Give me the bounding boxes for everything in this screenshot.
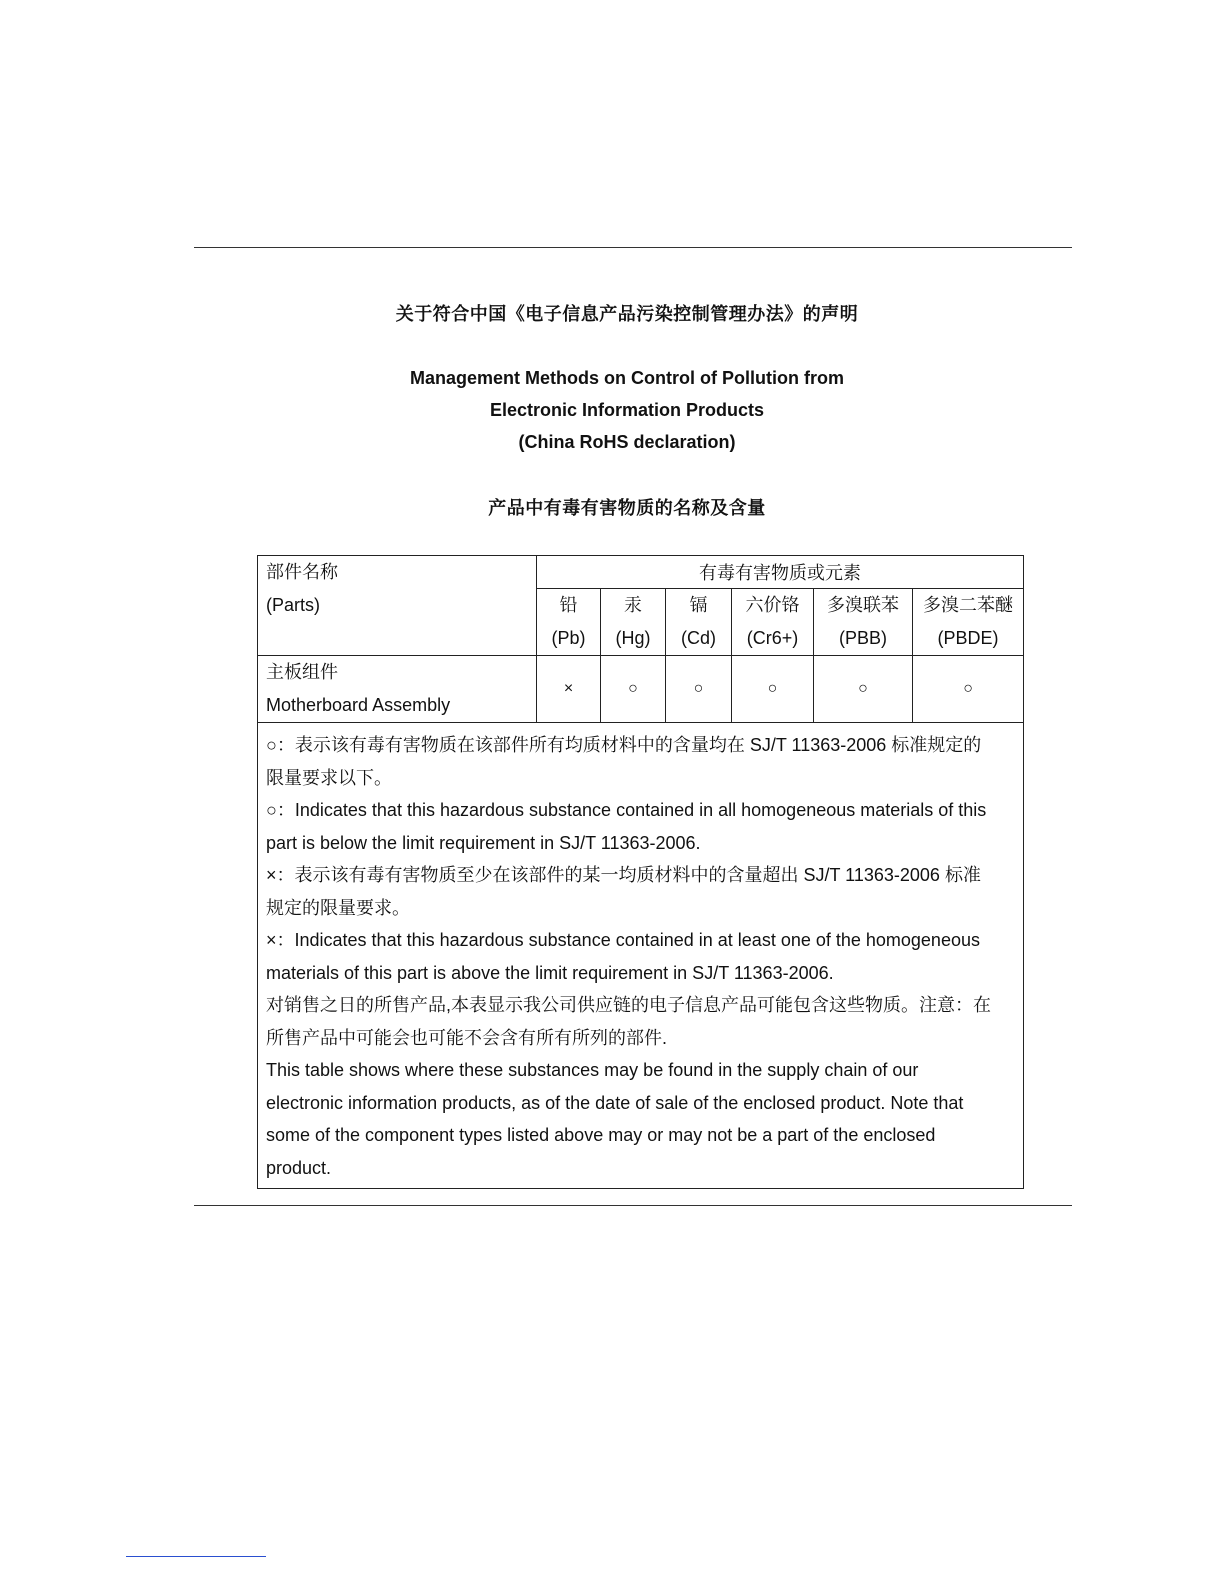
mark-pb: × — [537, 656, 601, 723]
mark-pbde: ○ — [913, 656, 1024, 723]
hazardous-substances-header: 有毒有害物质或元素 — [537, 556, 1024, 589]
bottom-divider — [194, 1205, 1072, 1206]
substance-header-cd: 镉 (Cd) — [666, 589, 732, 656]
cn-declaration-title: 关于符合中国《电子信息产品污染控制管理办法》的声明 — [395, 304, 859, 324]
rohs-substance-table — [257, 555, 1024, 1189]
notes-row — [258, 723, 1024, 1189]
en-title-line-1: Management Methods on Control of Pollution from — [410, 368, 844, 388]
table-header-row — [258, 556, 1024, 589]
substance-header-pb: 铅 (Pb) — [537, 589, 601, 656]
mark-cd: ○ — [666, 656, 732, 723]
substance-header-pbb: 多溴联苯 (PBB) — [814, 589, 913, 656]
note-circle-cn: ○：表示该有毒有害物质在该部件所有均质材料中的含量均在 SJ/T 11363-2006 标准规定的 限量要求以下。 — [266, 735, 982, 788]
en-title-line-2: Electronic Information Products — [489, 400, 765, 420]
parts-header-cell — [258, 556, 537, 656]
mark-pbb: ○ — [814, 656, 913, 723]
substance-header-pbde: 多溴二苯醚 (PBDE) — [913, 589, 1024, 656]
cn-table-subtitle: 产品中有毒有害物质的名称及含量 — [488, 498, 766, 518]
parts-header-cn: 部件名称 — [266, 562, 338, 582]
top-divider — [194, 247, 1072, 248]
parts-header-en: (Parts) — [266, 595, 320, 615]
note-sale-cn: 对销售之日的所售产品,本表显示我公司供应链的电子信息产品可能包含这些物质。注意：在 所售产品中可能会也可能不会含有所有所列的部件. — [266, 995, 991, 1048]
footnote-separator — [126, 1556, 266, 1557]
note-sale-en: This table shows where these substances may be found in the supply chain of our electronic information products, as of the date of sale of the enclosed product. Note that some of the component types listed above may or may not be a part of the enclosed product. — [266, 1060, 964, 1178]
en-title-line-3: (China RoHS declaration) — [518, 432, 736, 452]
part-name-cn: 主板组件 — [266, 662, 338, 682]
mark-hg: ○ — [601, 656, 666, 723]
part-name-cell — [258, 656, 537, 723]
mark-cr6: ○ — [732, 656, 814, 723]
note-cross-cn: ×：表示该有毒有害物质至少在该部件的某一均质材料中的含量超出 SJ/T 11363-2006 标准 规定的限量要求。 — [266, 865, 981, 918]
note-circle-en: ○：Indicates that this hazardous substance contained in all homogeneous materials of this part is below the limit requirement in SJ/T 11363-2006. — [266, 800, 987, 853]
note-cross-en: ×：Indicates that this hazardous substance contained in at least one of the homogeneous materials of this part is above the limit requirement in SJ/T 11363-2006. — [266, 930, 980, 983]
substance-header-cr6: 六价铬 (Cr6+) — [732, 589, 814, 656]
substance-header-hg: 汞 (Hg) — [601, 589, 666, 656]
table-row — [258, 656, 1024, 723]
part-name-en: Motherboard Assembly — [266, 695, 451, 715]
notes-cell — [258, 723, 1024, 1189]
